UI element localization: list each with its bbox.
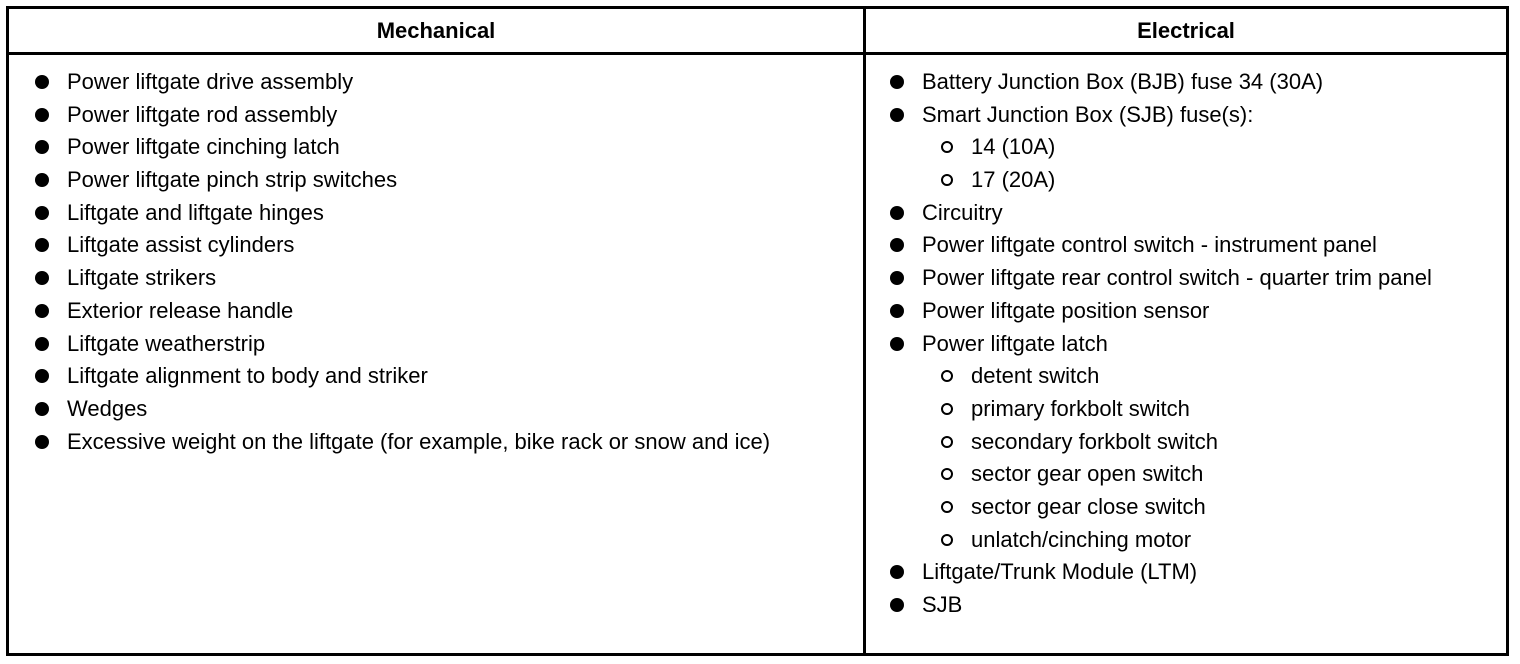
electrical-subitem <box>922 394 1476 424</box>
electrical-subitem <box>922 459 1476 489</box>
electrical-item-label: Power liftgate position sensor <box>922 297 1210 323</box>
electrical-subitem <box>922 165 1476 195</box>
electrical-item <box>866 230 1506 260</box>
circle-bullet-icon <box>941 403 953 415</box>
electrical-list <box>866 67 1506 620</box>
mechanical-item <box>9 263 863 293</box>
mechanical-item-label: Liftgate and liftgate hinges <box>67 199 324 225</box>
mechanical-header: Mechanical <box>8 8 865 54</box>
bullet-icon <box>890 304 904 318</box>
bullet-icon <box>890 238 904 252</box>
mechanical-item-label: Power liftgate rod assembly <box>67 101 338 127</box>
mechanical-item-label: Power liftgate drive assembly <box>67 69 354 94</box>
electrical-subitem-label: 17 (20A) <box>971 167 1056 193</box>
mechanical-item <box>9 394 863 424</box>
electrical-subitem-label: 14 (10A) <box>971 134 1056 160</box>
circle-bullet-icon <box>941 501 953 513</box>
mechanical-item-label: Wedges <box>67 395 148 421</box>
electrical-subitem-label: sector gear close switch <box>971 493 1206 519</box>
electrical-item <box>866 67 1506 97</box>
circle-bullet-icon <box>941 468 953 480</box>
mechanical-item-label: Liftgate weatherstrip <box>67 330 266 356</box>
electrical-subitem <box>922 525 1476 555</box>
electrical-subitem-label: detent switch <box>971 363 1100 389</box>
circle-bullet-icon <box>941 534 953 546</box>
mechanical-item <box>9 329 863 359</box>
bullet-icon <box>35 206 49 220</box>
mechanical-item-label: Power liftgate pinch strip switches <box>67 167 398 193</box>
electrical-item-label: Power liftgate control switch - instrument panel <box>922 232 1377 258</box>
mechanical-item <box>9 165 863 195</box>
electrical-subitem-label: unlatch/cinching motor <box>971 526 1192 552</box>
electrical-item <box>866 100 1506 195</box>
electrical-subitem <box>922 361 1476 391</box>
mechanical-item-label: Excessive weight on the liftgate (for example, bike rack or snow and ice) <box>67 428 771 454</box>
bullet-icon <box>35 304 49 318</box>
bullet-icon <box>35 173 49 187</box>
electrical-item <box>866 590 1506 620</box>
electrical-cell <box>865 54 1508 655</box>
bullet-icon <box>890 598 904 612</box>
electrical-subitem-label: primary forkbolt switch <box>971 395 1190 421</box>
electrical-item-label: Power liftgate rear control switch - quarter trim panel <box>922 265 1432 291</box>
circle-bullet-icon <box>941 141 953 153</box>
bullet-icon <box>890 565 904 579</box>
electrical-item <box>866 263 1506 293</box>
electrical-subitem <box>922 427 1476 457</box>
electrical-item <box>866 329 1506 555</box>
mechanical-item <box>9 230 863 260</box>
bullet-icon <box>35 337 49 351</box>
electrical-item-label: Liftgate/Trunk Module (LTM) <box>922 559 1198 585</box>
mechanical-item <box>9 198 863 228</box>
electrical-subitem <box>922 132 1476 162</box>
electrical-subitem <box>922 492 1476 522</box>
bullet-icon <box>35 108 49 122</box>
circle-bullet-icon <box>941 174 953 186</box>
electrical-item <box>866 296 1506 326</box>
mechanical-item <box>9 361 863 391</box>
inspection-table <box>6 6 1509 656</box>
mechanical-list <box>9 67 863 457</box>
bullet-icon <box>35 402 49 416</box>
electrical-item-label: Battery Junction Box (BJB) fuse 34 (30A) <box>922 69 1324 94</box>
mechanical-item-label: Power liftgate cinching latch <box>67 134 340 160</box>
mechanical-item <box>9 67 863 97</box>
electrical-item <box>866 557 1506 587</box>
mechanical-item-label: Liftgate alignment to body and striker <box>67 363 428 389</box>
bullet-icon <box>35 435 49 449</box>
bullet-icon <box>890 108 904 122</box>
mechanical-item-label: Liftgate assist cylinders <box>67 232 295 258</box>
mechanical-cell <box>8 54 865 655</box>
circle-bullet-icon <box>941 370 953 382</box>
bullet-icon <box>35 75 49 89</box>
electrical-item <box>866 198 1506 228</box>
bullet-icon <box>35 140 49 154</box>
electrical-item-label: SJB <box>922 592 963 617</box>
content-row <box>8 54 1508 655</box>
bullet-icon <box>890 75 904 89</box>
electrical-item-label: Power liftgate latch <box>922 330 1108 356</box>
electrical-subitem-label: sector gear open switch <box>971 461 1204 487</box>
electrical-header: Electrical <box>865 8 1508 54</box>
electrical-item-label: Smart Junction Box (SJB) fuse(s): <box>922 101 1254 127</box>
mechanical-item <box>9 427 863 457</box>
electrical-sublist <box>922 361 1476 554</box>
bullet-icon <box>35 238 49 252</box>
bullet-icon <box>35 271 49 285</box>
bullet-icon <box>890 337 904 351</box>
mechanical-item-label: Liftgate strikers <box>67 265 217 291</box>
mechanical-item <box>9 132 863 162</box>
electrical-subitem-label: secondary forkbolt switch <box>971 428 1218 454</box>
header-row <box>8 8 1508 54</box>
bullet-icon <box>890 206 904 220</box>
circle-bullet-icon <box>941 436 953 448</box>
bullet-icon <box>890 271 904 285</box>
mechanical-item <box>9 296 863 326</box>
electrical-sublist <box>922 132 1476 195</box>
mechanical-item <box>9 100 863 130</box>
mechanical-item-label: Exterior release handle <box>67 297 294 323</box>
bullet-icon <box>35 369 49 383</box>
electrical-item-label: Circuitry <box>922 199 1003 225</box>
